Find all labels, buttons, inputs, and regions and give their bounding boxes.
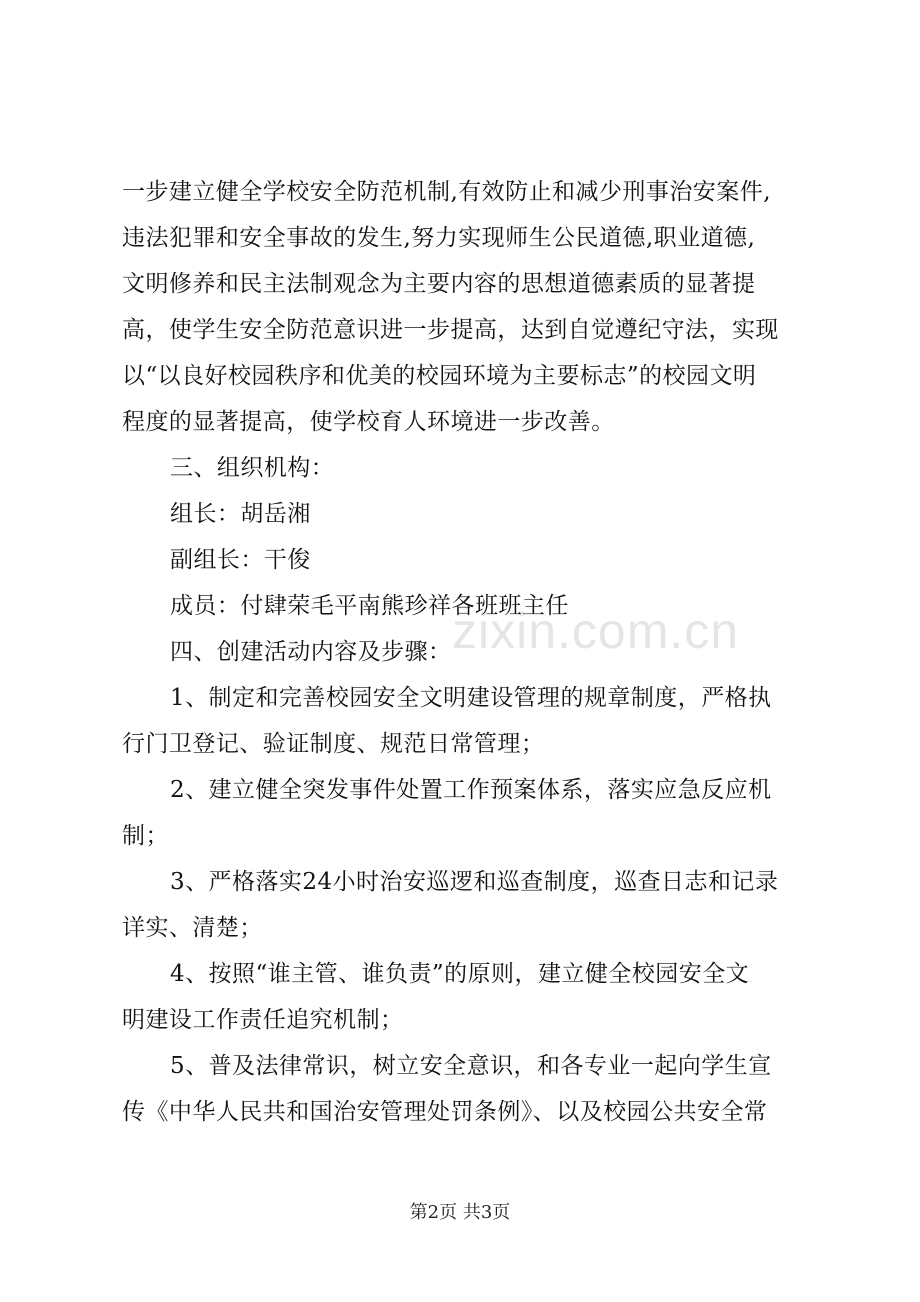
list-item-1-continuation: 行门卫登记、验证制度、规范日常管理； (122, 731, 545, 757)
list-item-4: 4、按照“谁主管、谁负责”的原则，建立健全校园安全文 (170, 961, 750, 987)
deputy-leader-line: 副组长：干俊 (170, 547, 311, 573)
body-text-line: 文明修养和民主法制观念为主要内容的思想道德素质的显著提 (122, 271, 756, 297)
body-text-line: 以“以良好校园秩序和优美的校园环境为主要标志”的校园文明 (122, 363, 757, 389)
list-item-5-continuation: 传《中华人民共和国治安管理处罚条例》、以及校园公共安全常 (122, 1099, 768, 1125)
body-text-line: 程度的显著提高，使学校育人环境进一步改善。 (122, 409, 615, 435)
page-footer: 第2页 共3页 (409, 1202, 511, 1223)
list-item-3-continuation: 详实、清楚； (122, 915, 263, 941)
list-item-1: 1、制定和完善校园安全文明建设管理的规章制度，严格执 (170, 685, 772, 711)
section-heading-activities: 四、创建活动内容及步骤： (170, 639, 452, 665)
group-leader-line: 组长：胡岳湘 (170, 501, 311, 527)
section-heading-organization: 三、组织机构： (170, 455, 335, 481)
body-text-line: 违法犯罪和安全事故的发生,努力实现师生公民道德,职业道德, (122, 225, 756, 251)
members-line: 成员：付肆荣毛平南熊珍祥各班班主任 (170, 593, 569, 619)
list-item-5: 5、普及法律常识，树立安全意识，和各专业一起向学生宣 (170, 1053, 772, 1079)
body-text-line: 一步建立健全学校安全防范机制,有效防止和减少刑事治安案件, (122, 179, 771, 205)
list-item-4-continuation: 明建设工作责任追究机制； (122, 1007, 404, 1033)
list-item-3: 3、严格落实24小时治安巡逻和巡查制度，巡查日志和记录 (170, 869, 779, 895)
list-item-2-continuation: 制； (122, 823, 169, 849)
body-text-line: 高，使学生安全防范意识进一步提高，达到自觉遵纪守法，实现 (122, 317, 779, 343)
watermark: zixin.com.cn (452, 603, 740, 659)
list-item-2: 2、建立健全突发事件处置工作预案体系，落实应急反应机 (170, 777, 772, 803)
